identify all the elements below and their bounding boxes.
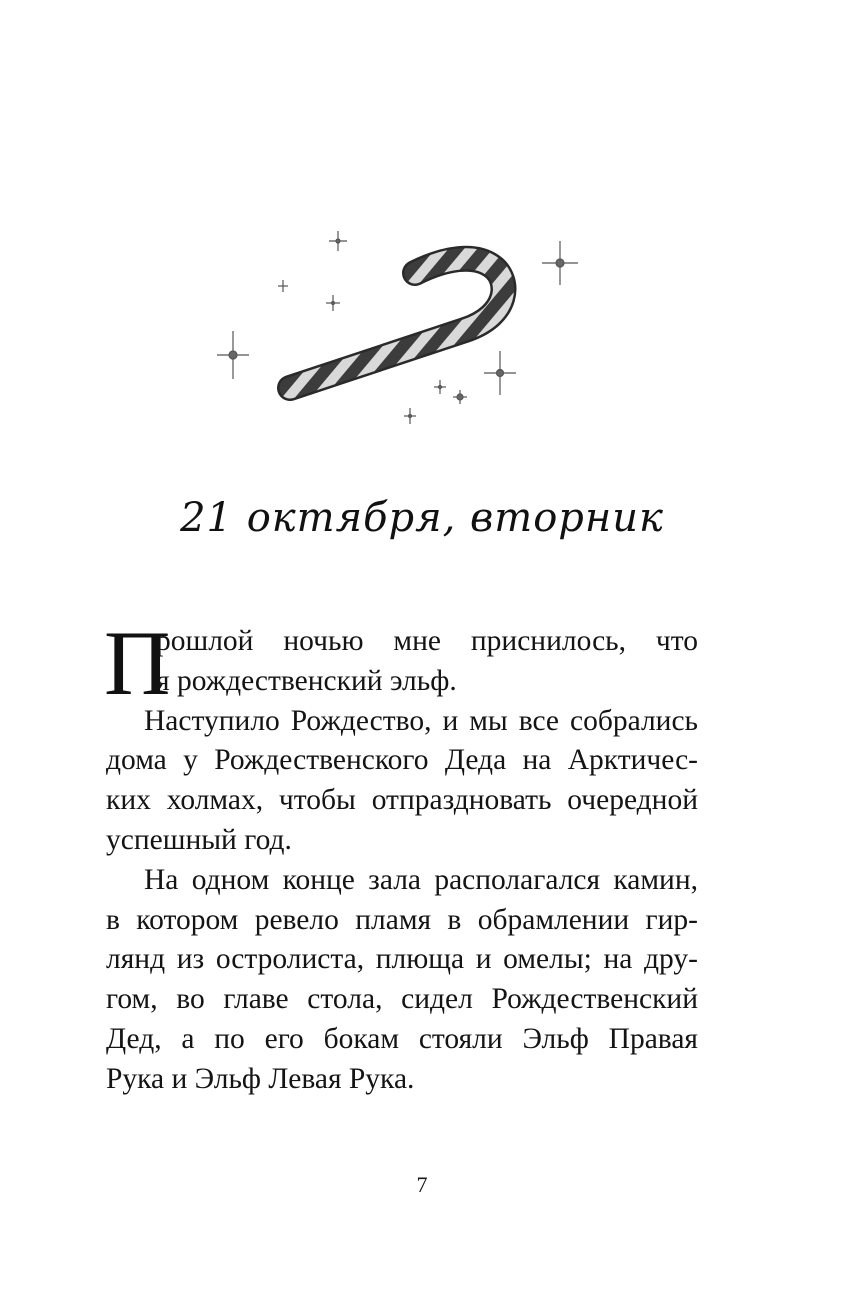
sparkle-icon (217, 231, 578, 424)
text-line: гом, во главе стола, сидел Рождественский (106, 983, 698, 1016)
text-line: Рука и Эльф Левая Рука. (106, 1062, 415, 1095)
drop-cap: П (104, 612, 171, 714)
page-number: 7 (416, 1172, 428, 1197)
chapter-body (104, 612, 698, 1100)
text-line: Дед, а по его бокам стояли Эльф Правая (106, 1022, 698, 1055)
text-line: я рождественский эльф. (156, 664, 457, 697)
text-line: ких холмах, чтобы отпраздновать очередной (106, 784, 698, 817)
text-line: рошлой ночью мне приснилось, что (156, 625, 698, 657)
text-line: в котором ревело пламя в обрамлении гир- (106, 903, 698, 936)
candy-cane-illustration (210, 225, 590, 435)
text-line: дома у Рождественского Деда на Арктичес- (106, 744, 698, 777)
text-line: лянд из остролиста, плюща и омелы; на дру- (106, 943, 698, 976)
text-line: Наступило Рождество, и мы все собрались (144, 704, 698, 737)
text-line: На одном конце зала располагался камин, (144, 863, 698, 896)
text-line: успешный год. (106, 823, 292, 856)
chapter-heading: 21 октября, вторник (180, 495, 664, 541)
